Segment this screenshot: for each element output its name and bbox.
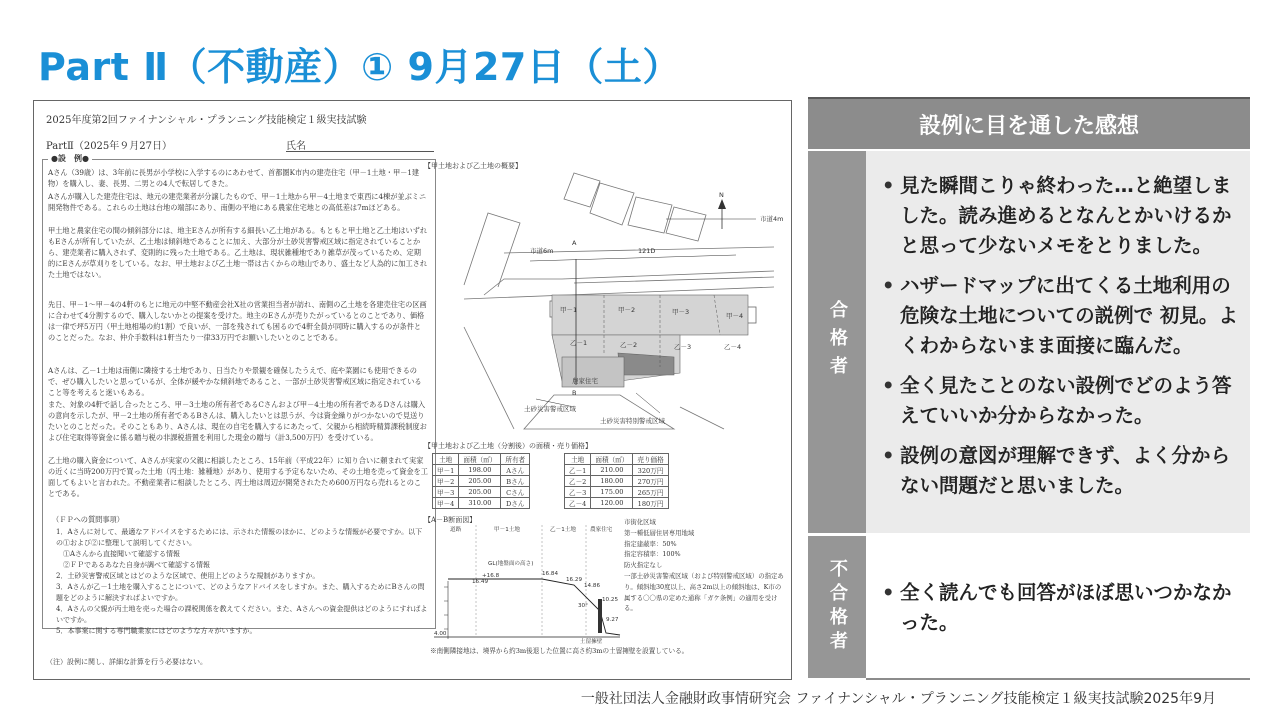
map-lot-label: 乙－4 (724, 343, 742, 351)
exam-document (33, 100, 792, 680)
document-note: （注）設例に関し、詳細な計算を行う必要はない。 (46, 658, 207, 666)
map-special-zone: 土砂災害特別警戒区域 (600, 417, 665, 425)
pass-item: • ハザードマップに出てくる土地利用の危険な土地についての説例で 初見。よくわからないまま面接に臨んだ。 (876, 271, 1240, 361)
table-cell: 甲－3 (433, 487, 459, 498)
table-cell: 180万円 (633, 498, 668, 509)
zoning-item: 市街化区域 (624, 518, 656, 526)
case-paragraph: Aさんは、乙－1土地は南側に隣接する土地であり、日当たりや景観を確保したうえで、庭や菜園にも使用できるので、ぜひ購入したいと思っているが、全体が緩やかな傾斜地であること、一部が土砂災害警戒区域に指定されていること等を考えると迷いもある。 (48, 366, 422, 397)
fp-question: 2．土砂災害警戒区域とはどのような区域で、使用上どのような規制がありますか。 (56, 572, 320, 580)
table-cell: 120.00 (591, 498, 633, 509)
pass-item: • 全く見たことのない設例でどのよう答えていいか分からなかった。 (876, 371, 1240, 431)
zoning-item: 一部土砂災害警戒区域（および特別警戒区域）の指定あり。傾斜地30度以上、高さ2m以上の傾斜地は、K市の属する〇〇県の定めた通称「ガケ条例」の適用を受ける。 (624, 571, 784, 613)
section-angle: 30° (578, 603, 588, 609)
table-row (565, 498, 669, 509)
table-header: 土地 (433, 454, 459, 465)
section-gl-label: GL(地盤面の高さ) (488, 561, 534, 567)
fp-question: 1．Aさんに対して、最適なアドバイスをするためには、示された情報のほかに、どのような情報が必要ですか。以下の①および②に整理して説明してください。 (56, 528, 423, 547)
fail-impressions (866, 536, 1250, 680)
map-lot-label: 甲－2 (618, 306, 636, 314)
map-road-west: 市道6m (530, 247, 554, 255)
case-paragraph: 先日、甲－1～甲－4の4軒のもとに地元の中堅不動産会社X社の営業担当者が訪れ、南側の乙土地を各建売住宅の区画に合わせて4分割するので、購入しないかとの提案を受けた。地主のEさんが売りたがっているとのことであり、価格は一律で坪5万円（甲土地相場の約1割）で良いが、一部を残されても困るので4軒全員が同時に購入するのが条件とのことだった。なお、仲介手数料は1軒当たり一律33万円でお願いしたいとのことである。 (48, 300, 427, 342)
zoning-item: 防火指定なし (624, 561, 663, 570)
table-header: 面積（㎡） (459, 454, 501, 465)
table-cell: 乙－1 (565, 465, 591, 476)
map-frontage: 121D (638, 247, 656, 255)
zoning-item: 指定建蔽率：50% (624, 539, 677, 548)
fp-questions-heading: （ＦＰへの質問事項） (52, 515, 124, 524)
table-cell: 甲－2 (433, 476, 459, 487)
fp-question: 5．本事案に関する専門職業家にはどのような方々がいますか。 (56, 627, 257, 635)
pass-impressions (866, 151, 1250, 533)
table-cell: 乙－3 (565, 487, 591, 498)
map-lot-label: 甲－1 (560, 306, 578, 314)
section-elevation: 14.86 (584, 583, 601, 589)
table-cell: Dさん (501, 498, 530, 509)
map-lot-label: 乙－3 (674, 343, 692, 351)
document-header: 2025年度第2回ファイナンシャル・プランニング技能検定１級実技試験 (46, 115, 367, 126)
table-header: 土地 (565, 454, 591, 465)
section-title: 【A－B断面図】 (424, 516, 477, 524)
fp-question: ①Aさんから直接聞いて確認する情報 (56, 550, 181, 558)
pass-label: 合格者 (808, 151, 866, 533)
slide-title: Part Ⅱ（不動産）① 9月27日（土） (38, 45, 681, 89)
map-lot-label: 乙－2 (620, 341, 638, 349)
section-col-farm: 農家住宅 (590, 527, 613, 533)
map-title: 【甲土地および乙土地の概要】 (424, 162, 522, 170)
pass-list (876, 171, 1240, 501)
retaining-wall (598, 599, 602, 633)
pass-item: • 見た瞬間こりゃ終わった…と絶望しました。読み進めるとなんとかいけるかと思って少ないメモをとりました。 (876, 171, 1240, 261)
map-lot-label: 甲－4 (726, 312, 744, 320)
fp-question: 3．Aさんが乙－1土地を購入することについて、どのようなアドバイスをしますか。また、購入するためにBさんの問題をどのように解決すればよいですか。 (56, 583, 425, 602)
map-lot-label: 甲－3 (672, 308, 690, 316)
table-cell: 205.00 (459, 487, 501, 498)
table-cell: 乙－4 (565, 498, 591, 509)
pass-item: • 設例の意図が理解できず、よく分からない問題だと思いました。 (876, 441, 1240, 501)
map-lot-label: 乙－1 (570, 339, 588, 347)
fp-question: ②ＦＰであるあなた自身が調べて確認する情報 (56, 561, 210, 569)
table-cell: Bさん (501, 476, 530, 487)
map-point-b: B (572, 389, 577, 397)
case-paragraph: 乙土地の購入資金について、Aさんが実家の父親に相談したところ、15年前（平成22年）に知り合いに頼まれて実家の近くに当時200万円で買った土地（丙土地：雑種地）があり、使用する予定もないため、その土地を売って資金を工面してもよいと言われた。不動産業者に相談したところ、丙土地は周辺が開発されたため600万円なら売れるとのことである。 (48, 456, 428, 498)
zoning-item: 指定容積率：100% (624, 550, 681, 559)
section-retaining-wall: 土留擁壁 (580, 639, 603, 645)
fp-question: 4．Aさんの父親が丙土地を売った場合の課税関係を教えてください。また、Aさんへの資金提供はどのようにすればよいですか。 (56, 605, 428, 624)
section-elevation: 9.27 (606, 617, 619, 623)
section-elevation: 16.84 (542, 571, 559, 577)
table-cell: 180.00 (591, 476, 633, 487)
table-cell: 175.00 (591, 487, 633, 498)
fail-list (876, 578, 1240, 638)
cross-section-diagram (424, 521, 624, 645)
area-table-ko (432, 453, 530, 509)
map-north: N (719, 191, 724, 199)
fail-label: 不合格者 (808, 536, 866, 678)
table-header: 売り価格 (633, 454, 668, 465)
table-cell: 210.00 (591, 465, 633, 476)
area-table-otsu (564, 453, 669, 509)
section-col-otsu: 乙－1土地 (550, 527, 576, 533)
table-cell: 198.00 (459, 465, 501, 476)
map-hazard-zone: 土砂災害警戒区域 (524, 405, 576, 413)
fail-item: • 全く読んでも回答がほぼ思いつかなかった。 (876, 578, 1240, 638)
section-gl-value: +16.8 (482, 573, 500, 579)
table-row (433, 487, 530, 498)
section-elevation: 10.25 (602, 597, 619, 603)
document-part: PartⅡ（2025年９月27日） (46, 141, 173, 152)
zoning-info (624, 517, 784, 614)
case-paragraph: また、対象の4軒で話し合ったところ、甲－3土地の所有者であるCさんおよび甲－4土地の所有者であるDさんは購入の意向を示したが、甲－2土地の所有者であるBさんは、購入したいとは思うが、今は資金繰りがつかないので見送りたいとのことだった。そのこともあり、Aさんは、現在の自宅を購入するにあたって、父親から相続時精算課税制度および住宅取得等資金に係る贈与税の非課税措置を利用した現金の贈与（計3,500万円）を受けている。 (48, 400, 427, 442)
table-cell: Aさん (501, 465, 530, 476)
table-row (565, 465, 669, 476)
map-point-a: A (572, 239, 577, 247)
table-cell: 甲－1 (433, 465, 459, 476)
map-farmhouse: 農家住宅 (572, 377, 598, 385)
site-map (424, 167, 784, 437)
table-cell: 270万円 (633, 476, 668, 487)
table-header: 面積（㎡） (591, 454, 633, 465)
name-label: 氏名 (286, 141, 306, 152)
table-cell: 甲－4 (433, 498, 459, 509)
table-row (565, 487, 669, 498)
impressions-header: 設例に目を通した感想 (808, 97, 1250, 149)
section-col-road: 道路 (450, 527, 462, 533)
table-row (433, 465, 530, 476)
section-elevation: 4.00 (434, 631, 447, 637)
source-citation: 一般社団法人金融財政事情研究会 ファイナンシャル・プランニング技能検定１級実技試験2025年9月 (580, 691, 1216, 707)
table-cell: 乙－2 (565, 476, 591, 487)
table-cell: 265万円 (633, 487, 668, 498)
north-arrow-icon (718, 199, 726, 209)
case-paragraph: 甲土地と農家住宅の間の傾斜部分には、地主Eさんが所有する細長い乙土地がある。もともと甲土地と乙土地はいずれもEさんが所有していたが、乙土地は傾斜地であることに加え、大部分が土砂災害警戒区域に指定されていることから、建売業者に購入されず、変則的に残った土地である。乙土地は、現状雑種地であり雑草が茂っているため、定期的にEさんが草刈りをしている。なお、甲土地および乙土地一帯は古くからの地山であり、盛土など人為的に加工された土地ではない。 (48, 226, 428, 279)
case-paragraph: Aさんが購入した建売住宅は、地元の建売業者が分譲したもので、甲－1土地から甲－4土地まで東西に4棟が並ぶミニ開発物件である。これらの土地は台地の端部にあり、南側の平地にある農家住宅地との高低差は7mほどある。 (48, 192, 427, 212)
section-elevation: 16.49 (472, 579, 489, 585)
section-col-ko: 甲－1土地 (494, 527, 520, 533)
table-row (565, 476, 669, 487)
zoning-item: 第一種低層住居専用地域 (624, 528, 695, 537)
section-elevation: 16.29 (566, 577, 583, 583)
fp-questions-list (56, 527, 428, 637)
table-cell: 205.00 (459, 476, 501, 487)
table-row (433, 498, 530, 509)
map-road-east: 市道4m (760, 215, 784, 223)
table-cell: Cさん (501, 487, 530, 498)
section-note: ※南側隣接地は、境界から約3m後退した位置に高さ約3mの土留擁壁を設置している。 (430, 647, 689, 655)
table-cell: 320万円 (633, 465, 668, 476)
case-label: ●設 例● (48, 153, 92, 164)
table-cell: 310.00 (459, 498, 501, 509)
special-zone-area (618, 353, 674, 375)
area-table-title: 【甲土地および乙土地（分割後）の面積・売り価格】 (424, 442, 592, 450)
table-header: 所有者 (501, 454, 530, 465)
name-line (286, 151, 434, 152)
hazard-zone-area (552, 295, 748, 335)
case-paragraph: Aさん（39歳）は、3年前に長男が小学校に入学するのにあわせて、首都圏K市内の建売住宅（甲－1土地・甲－1建物）を購入し、妻、長男、二男との4人で転居してきた。 (48, 168, 420, 188)
table-row (433, 476, 530, 487)
